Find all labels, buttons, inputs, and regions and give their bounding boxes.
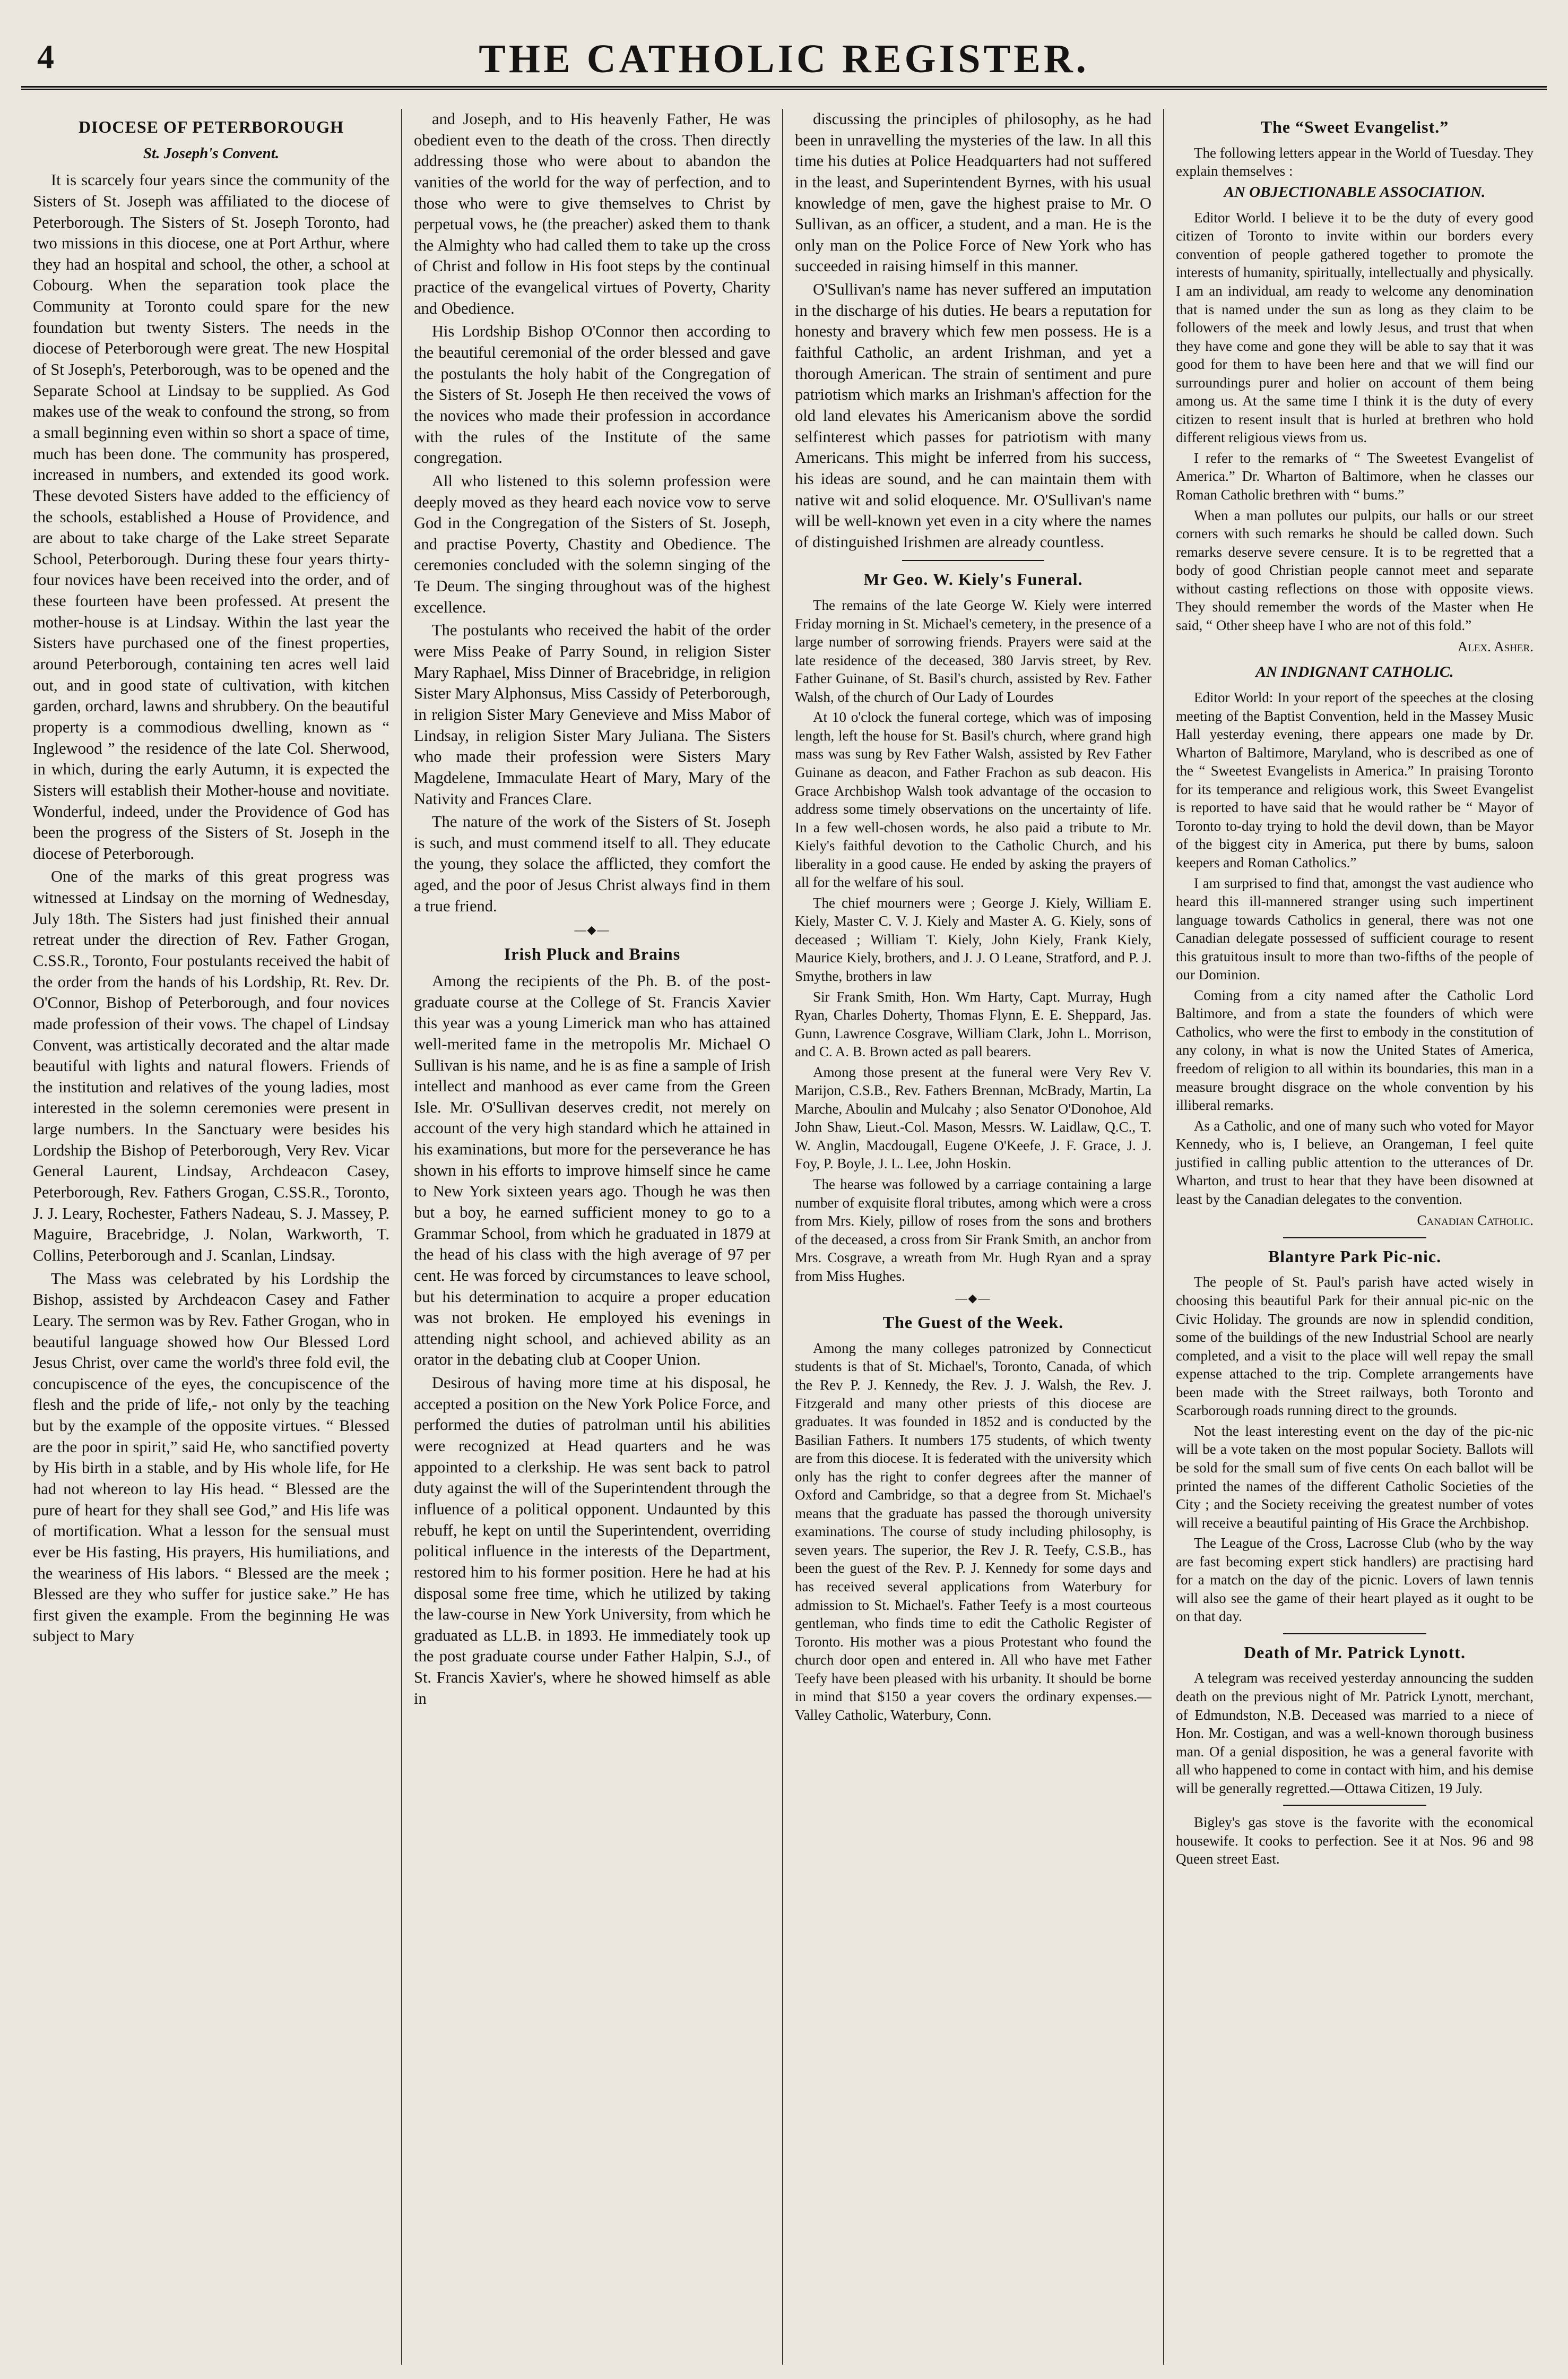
article-heading-irish-pluck: Irish Pluck and Brains (504, 944, 681, 964)
letter-signature: Canadian Catholic. (1417, 1212, 1534, 1229)
paragraph: discussing the principles of philosophy, as he had been in unravelling the mysteries of the law. In all this time his duties at Police Headquarters had not suffered in the least, and Superintendent Byrnes, with his usual knowledge of men, gave the highest praise to Mr. O Sullivan, as an officer, a student, and a man. He is the only man on the Police Force of New York who has succeeded in raising himself in this manner. (795, 110, 1151, 275)
paragraph: At 10 o'clock the funeral cortege, which was of imposing length, left the house for St. Basil's church, where grand high mass was sung by Rev Father Walsh, assisted by Rev Father Guinane as deacon, and Father Frachon as sub deacon. His Grace Archbishop Walsh took advantage of the occasion to address some timely observations on the uncertainty of life. In a few well-chosen words, he also paid a tribute to Mr. Kiely's faithful devotion to the Catholic Church, and his liberality in a good cause. He ended by asking the prayers of all for the welfare of his soul. (795, 709, 1151, 891)
section-divider (1283, 1633, 1426, 1634)
column-1 (21, 109, 402, 2365)
article-heading-blantyre: Blantyre Park Pic-nic. (1268, 1246, 1442, 1266)
paragraph: Among the many colleges patronized by Connecticut students is that of St. Michael's, Toronto, Canada, of which the Rev P. J. Kennedy, the Rev. J. J. Walsh, the Rev. J. Fitzgerald and many other priests of this diocese are graduates. It was founded in 1852 and is conducted by the Basilian Fathers. It numbers 175 students, of which twenty are from this diocese. It is federated with the university which only has the right to confer degrees after the manner of Oxford and Cambridge, so that a degree from St. Michael's means that the graduate has passed the thorough university examinations. The course of study including philosophy, is seven years. The superior, the Rev J. R. Teefy, C.S.B., has been the guest of the Rev. P. J. Kennedy for some days and has received several applications from Waterbury for admission to St. Michael's. Father Teefy is a most courteous gentleman, who finds time to edit the Catholic Register of Toronto. His mother was a pious Protestant who found the church door open and entered in. All who have met Father Teefy have been pleased with his urbanity. It should be borne in mind that $150 a year covers the ordinary expenses.— Valley Catholic, Waterbury, Conn. (795, 1340, 1151, 1723)
paragraph: It is scarcely four years since the community of the Sisters of St. Joseph was affiliated to the diocese of Peterborough. The Sisters of St. Joseph Toronto, had two missions in this diocese, one at Port Arthur, where they had an hospital and school, the other, a school at Cobourg. When the separation took place the Community at Toronto could spare for the new foundation but twenty Sisters. The needs in the diocese of Peterborough were great. The new Hospital of St Joseph's, Peterborough, was to be opened and the Separate School at Lindsay to be supplied. As God makes use of the weak to confound the strong, so from a small beginning even within so short a space of time, much has been done. The community has prospered, increased in numbers, and extended its good work. These devoted Sisters have added to the efficiency of the schools, established a House of Providence, and are about to take charge of the Lake street Separate School, Peterborough. During these four years thirty-four novices have been received into the order, and of these fourteen have been professed. At present the mother-house is at Lindsay. Within the last year the Sisters have purchased one of the finest properties, around Peterborough, containing ten acres well laid out, and in good state of cultivation, with kitchen garden, orchard, lawns and shrubbery. On the beautiful property is a commodious dwelling, known as “ Inglewood ” the residence of the late Col. Sherwood, in which, during the early Autumn, it is expected the Sisters will establish their Mother-house and novitiate. Wonderful, indeed, under the Providence of God has been the progress of the Sisters of St. Joseph in the diocese of Peterborough. (33, 171, 389, 863)
paragraph: His Lordship Bishop O'Connor then according to the beautiful ceremonial of the order blessed and gave the postulants the holy habit of the Congregation of the Sisters of St. Joseph He then received the vows of the novices who made their profession in accordance with the rules of the Institute of the same congregation. (414, 322, 770, 467)
article-body-evangelist (1176, 144, 1534, 1230)
section-divider: ―◆― (955, 1291, 991, 1305)
article-body-guest (795, 1339, 1151, 1724)
article-subheading-convent: St. Joseph's Convent. (143, 144, 280, 162)
paragraph: The postulants who received the habit of the order were Miss Peake of Parry Sound, in religion Sister Mary Raphael, Miss Dinner of Bracebridge, in religion Sister Mary Alphonsus, Miss Cassidy of Peterborough, in religion Sister Mary Genevieve and Miss Mabor of Lindsay, in religion Sister Mary Juliana. The Sisters who made their profession were Sisters Mary Magdelene, Immaculate Heart of Mary, Mary of the Nativity and Frances Clare. (414, 621, 770, 808)
letter-signature: Alex. Asher. (1457, 639, 1534, 655)
article-heading-diocese: DIOCESE OF PETERBOROUGH (78, 117, 344, 136)
paragraph: Among those present at the funeral were Very Rev V. Marijon, C.S.B., Rev. Fathers Brennan, McBrady, Martin, La Marche, Aboulin and Mulcahy ; also Senator O'Donohoe, Ald John Shaw, Lieut.-Col. Mason, Messrs. W. Laidlaw, Q.C., T. W. Anglin, Macdougall, Eugene O'Keefe, J. F. Grace, J. J. Foy, P. Boyle, J. L. Lee, John Hoskin. (795, 1064, 1151, 1172)
article-heading-guest-of-week: The Guest of the Week. (882, 1313, 1064, 1332)
paragraph: When a man pollutes our pulpits, our halls or our street corners with such remarks he should be called down. Such remarks deserve severe censure. It is to be regretted that a body of good Christian people cannot meet and separate without casting reflections on those with opposite views. They should remember the words of the Master when He said, “ Other sheep have I who are not of this fold.” (1176, 507, 1534, 633)
paragraph: All who listened to this solemn profession were deeply moved as they heard each novice vow to serve God in the Congregation of the Sisters of St. Joseph, and practise Poverty, Chastity and Obedience. The ceremonies concluded with the solemn singing of the Te Deum. The singing throughout was of the highest excellence. (414, 471, 770, 616)
paragraph: The League of the Cross, Lacrosse Club (who by the way are fast becoming expert stick handlers) are practising hard for a match on the day of the picnic. Lovers of lawn tennis will also see the game of their heart played as it ought to be on that day. (1176, 1535, 1534, 1625)
paragraph: Sir Frank Smith, Hon. Wm Harty, Capt. Murray, Hugh Ryan, Charles Doherty, Thomas Flynn, E. E. Sheppard, Jas. Gunn, Lawrence Cosgrave, William Clark, John L. Morrison, and C. A. B. Brown acted as pall bearers. (795, 988, 1151, 1060)
masthead (21, 27, 1547, 90)
section-divider (1283, 1237, 1426, 1238)
section-divider (1283, 1805, 1426, 1806)
page-number: 4 (37, 38, 54, 75)
paragraph: Editor World: In your report of the speeches at the closing meeting of the Baptist Convention, held in the Massey Music Hall yesterday evening, there appears one made by Dr. Wharton of Baltimore, Maryland, who is described as one of the “ Sweetest Evangelists in America.” In praising Toronto for its temperance and religious work, this Sweet Evangelist is reported to have said that he would rather be “ Mayor of Toronto to-day trying to hold the devil down, than be Mayor of the biggest city in America, put there by bums, saloon keepers and Roman Catholics.” (1176, 689, 1534, 870)
paragraph: One of the marks of this great progress was witnessed at Lindsay on the morning of Wednesday, July 18th. The Sisters had just finished their annual retreat under the direction of Rev. Father Grogan, C.SS.R., Toronto, Four postulants received the habit of the order from the hands of his Lordship, Rt. Rev. Dr. O'Connor, Bishop of Peterborough, and four novices made profession of their vows. The chapel of Lindsay Convent, was artistically decorated and the altar made beautiful with lights and natural flowers. Friends of the institution and relatives of the young ladies, most interested in the solemn ceremonies were present in large numbers. In the Sanctuary were besides his Lordship the Bishop of Peterborough, Very Rev. Vicar General Laurent, Lindsay, Archdeacon Casey, Peterborough, Rev. Fathers Grogan, C.SS.R., Toronto, J. J. Leary, Rochester, Fathers Nadeau, S. J. Massey, P. Maguire, Bracebridge, J. Nolan, Warkworth, T. Collins, Peterborough and J. Scanlan, Lindsay. (33, 867, 389, 1264)
paragraph: As a Catholic, and one of many such who voted for Mayor Kennedy, who is, I believe, an Orangeman, I feel quite justified in calling public attention to the utterances of Dr. Wharton, and trust to hear that they have been disowned at least by the Canadian delegates to the convention. (1176, 1117, 1534, 1207)
letter-heading-indignant: AN INDIGNANT CATHOLIC. (1255, 663, 1454, 680)
paragraph: The Mass was celebrated by his Lordship the Bishop, assisted by Archdeacon Casey and Father Leary. The sermon was by Rev. Father Grogan, who in beautiful language showed how Our Blessed Lord Jesus Christ, over came the world's three fold evil, the concupiscence of the eyes, the concupiscence of the flesh and the pride of life,- not only by the teaching but by the example of the opposite virtues. “ Blessed are the poor in spirit,” said He, who sanctified poverty by His birth in a stable, and by His whole life, for He had not whereon to lay His head. “ Blessed are the pure of heart for they shall see God,” and His life was of mortification. What a lesson for the sensual must ever be His fasting, His prayers, His humiliations, and the weariness of His labors. “ Blessed are the meek ; Blessed are they who suffer for justice sake.” He has first given the example. From the beginning He was subject to Mary (33, 1269, 389, 1645)
paragraph: and Joseph, and to His heavenly Father, He was obedient even to the death of the cross. Then directly addressing those who were about to abandon the vanities of the world for the way of perfection, and to those who were to give themselves to Christ by perpetual vows, he (the preacher) asked them to thank the Almighty who had called them to take up the cross of Christ and follow in His foot steps by the continual practice of the evangelical virtues of Poverty, Charity and Obedience. (414, 110, 770, 317)
paragraph: The chief mourners were ; George J. Kiely, William E. Kiely, Master C. V. J. Kiely and Master A. G. Kiely, sons of deceased ; William T. Kiely, John Kiely, Frank Kiely, Maurice Kiely, brothers, and J. J. O Leane, Stratford, and P. J. Smythe, brothers in law (795, 894, 1151, 984)
article-body-kiely (795, 596, 1151, 1285)
article-body-lynott (1176, 1669, 1534, 1868)
paragraph: The hearse was followed by a carriage containing a large number of exquisite floral tributes, among which were a cross from Mrs. Kiely, pillow of roses from the sons and brothers of the deceased, a cross from Sir Frank Smith, an anchor from Mrs. Cosgrave, a wreath from Mr. Hugh Ryan and a spray from Miss Hughes. (795, 1176, 1151, 1284)
paragraph: Desirous of having more time at his disposal, he accepted a position on the New York Police Force, and performed the duties of patrolman until his abilities were recognized at Head quarters and he was appointed to a clerkship. He was sent back to patrol duty against the will of the Superintendent through the influence of a political opponent. Undaunted by this rebuff, he kept on until the Superintendent, overriding political influence in the interests of the Department, restored him to his former position. Here he had at his disposal some free time, which he utilized by taking the law-course in New York University, from which he graduated as LL.B. in 1893. He immediately took up the post graduate course under Father Halpin, S.J., of St. Francis Xavier's, where he showed himself as able in (414, 1374, 770, 1708)
column-2 (402, 109, 783, 2365)
column-3 (783, 109, 1164, 2365)
section-divider (902, 560, 1045, 561)
paragraph: Among the recipients of the Ph. B. of the post-graduate course at the College of St. Francis Xavier this year was a young Limerick man who has attained well-merited fame in the metropolis Mr. Michael O Sullivan is his name, and he is as fine a sample of Irish intellect and manhood as ever came from the Green Isle. Mr. O'Sullivan deserves credit, not merely on account of the very high standard which he attained in his examinations, but more for the perseverance he has shown in his efforts to improve himself since he came to New York sixteen years ago. Though he was then but a boy, he earned sufficient money to go to a Grammar School, from which he graduated in 1879 at the head of his class with the high average of 97 per cent. He was forced by circumstances to leave school, but his determination to acquire a proper education was not broken. He employed his evenings in attending night school, and achieved ability as an orator in the debating club at Cooper Union. (414, 971, 770, 1369)
paper-title: THE CATHOLIC REGISTER. (479, 37, 1089, 81)
section-divider: ―◆― (574, 923, 610, 937)
article-heading-sweet-evangelist: The “Sweet Evangelist.” (1260, 117, 1449, 136)
article-heading-lynott: Death of Mr. Patrick Lynott. (1244, 1642, 1466, 1662)
paragraph: The nature of the work of the Sisters of St. Joseph is such, and must commend itself to all. They educate the young, they solace the afflicted, they comfort the aged, and the poor of Jesus Christ always find in them a true friend. (414, 813, 770, 915)
article-heading-kiely-funeral: Mr Geo. W. Kiely's Funeral. (863, 570, 1083, 589)
paragraph: I refer to the remarks of “ The Sweetest Evangelist of America.” Dr. Wharton of Baltimore, when he classes our Roman Catholic brethren with “ bums.” (1176, 450, 1534, 503)
column-4 (1164, 109, 1545, 2365)
paragraph: The people of St. Paul's parish have acted wisely in choosing this beautiful Park for their annual pic-nic on the Civic Holiday. The grounds are now in splendid condition, some of the buildings of the new Industrial School are nearly completed, and a visit to the place will well repay the small expense attached to the trip. Complete arrangements have been made with the Street railways, both Toronto and Scarborough roads running direct to the grounds. (1176, 1274, 1534, 1419)
paragraph: Not the least interesting event on the day of the pic-nic will be a vote taken on the most popular Society. Ballots will be sold for the small sum of five cents On each ballot will be printed the names of the different Catholic Societies of the City ; and the Society receiving the greatest number of votes will receive a beautiful painting of His Grace the Archbishop. (1176, 1423, 1534, 1531)
paragraph: Editor World. I believe it to be the duty of every good citizen of Toronto to invite within our borders every convention of people gathered together to promote the interests of humanity, spiritually, intellectually and physically. I am an individual, am ready to welcome any denomination that is named under the sun as long as they claim to be followers of the meek and lowly Jesus, and trust that when they have come and gone they will be able to say that it was good for them to have been here and that we will find our surroundings purer and holier on account of them being among us. At the same time I think it is the duty of every citizen to resent insult that is hurled at brethren who hold different religious views from us. (1176, 209, 1534, 446)
paragraph: O'Sullivan's name has never suffered an imputation in the discharge of his duties. He bears a reputation for honesty and bravery which few men possess. He is a faithful Catholic, an ardent Irishman, and yet a thorough American. The strain of sentiment and pure patriotism which marks an Irishman's affection for the old land elevates his Americanism above the sordid selfinterest which passes for patriotism with many Americans. This might be inferred from his success, his ideas are sound, and he can maintain them with native wit and solid eloquence. Mr. O'Sullivan's name will be well-known yet even in a city where the names of distinguished Irishmen are already countless. (795, 280, 1151, 551)
paragraph: A telegram was received yesterday announcing the sudden death on the previous night of Mr. Patrick Lynott, merchant, of Edmundston, N.B. Deceased was married to a niece of Hon. Mr. Costigan, and was a well-known thorough business man. Of a genial disposition, he was a general favorite with all who happened to come in contact with him, and his demise will be generally regretted.—Ottawa Citizen, 19 July. (1176, 1670, 1534, 1796)
letter-heading-objectionable: AN OBJECTIONABLE ASSOCIATION. (1224, 183, 1486, 201)
paragraph: The following letters appear in the World of Tuesday. They explain themselves : (1176, 144, 1534, 179)
paragraph: Coming from a city named after the Catholic Lord Baltimore, and from a state the founders of which were Catholics, who were the first to embody in the constitution of any colony, in what is now the United States of America, freedom of religion to all within its boundaries, this man in a measure brought disgrace on the whole convention by his illiberal remarks. (1176, 987, 1534, 1114)
columns (21, 109, 1547, 2365)
article-body-blantyre (1176, 1273, 1534, 1625)
paragraph: The remains of the late George W. Kiely were interred Friday morning in St. Michael's cemetery, in the presence of a large number of sorrowing friends. Prayers were said at the late residence of the deceased, 380 Jarvis street, by Rev. Father Guinane, of St. Basil's church, assisted by Rev. Father Walsh, of the church of Our Lady of Lourdes (795, 597, 1151, 705)
paragraph: I am surprised to find that, amongst the vast audience who heard this ill-mannered stranger using such impertinent language towards Catholics in general, there was not one Canadian delegate possessed of sufficient courage to resent this gratuitous insult to more than two-fifths of the people of our Dominion. (1176, 875, 1534, 983)
paragraph: Bigley's gas stove is the favorite with the economical housewife. It cooks to perfection. See it at Nos. 96 and 98 Queen street East. (1176, 1814, 1534, 1867)
